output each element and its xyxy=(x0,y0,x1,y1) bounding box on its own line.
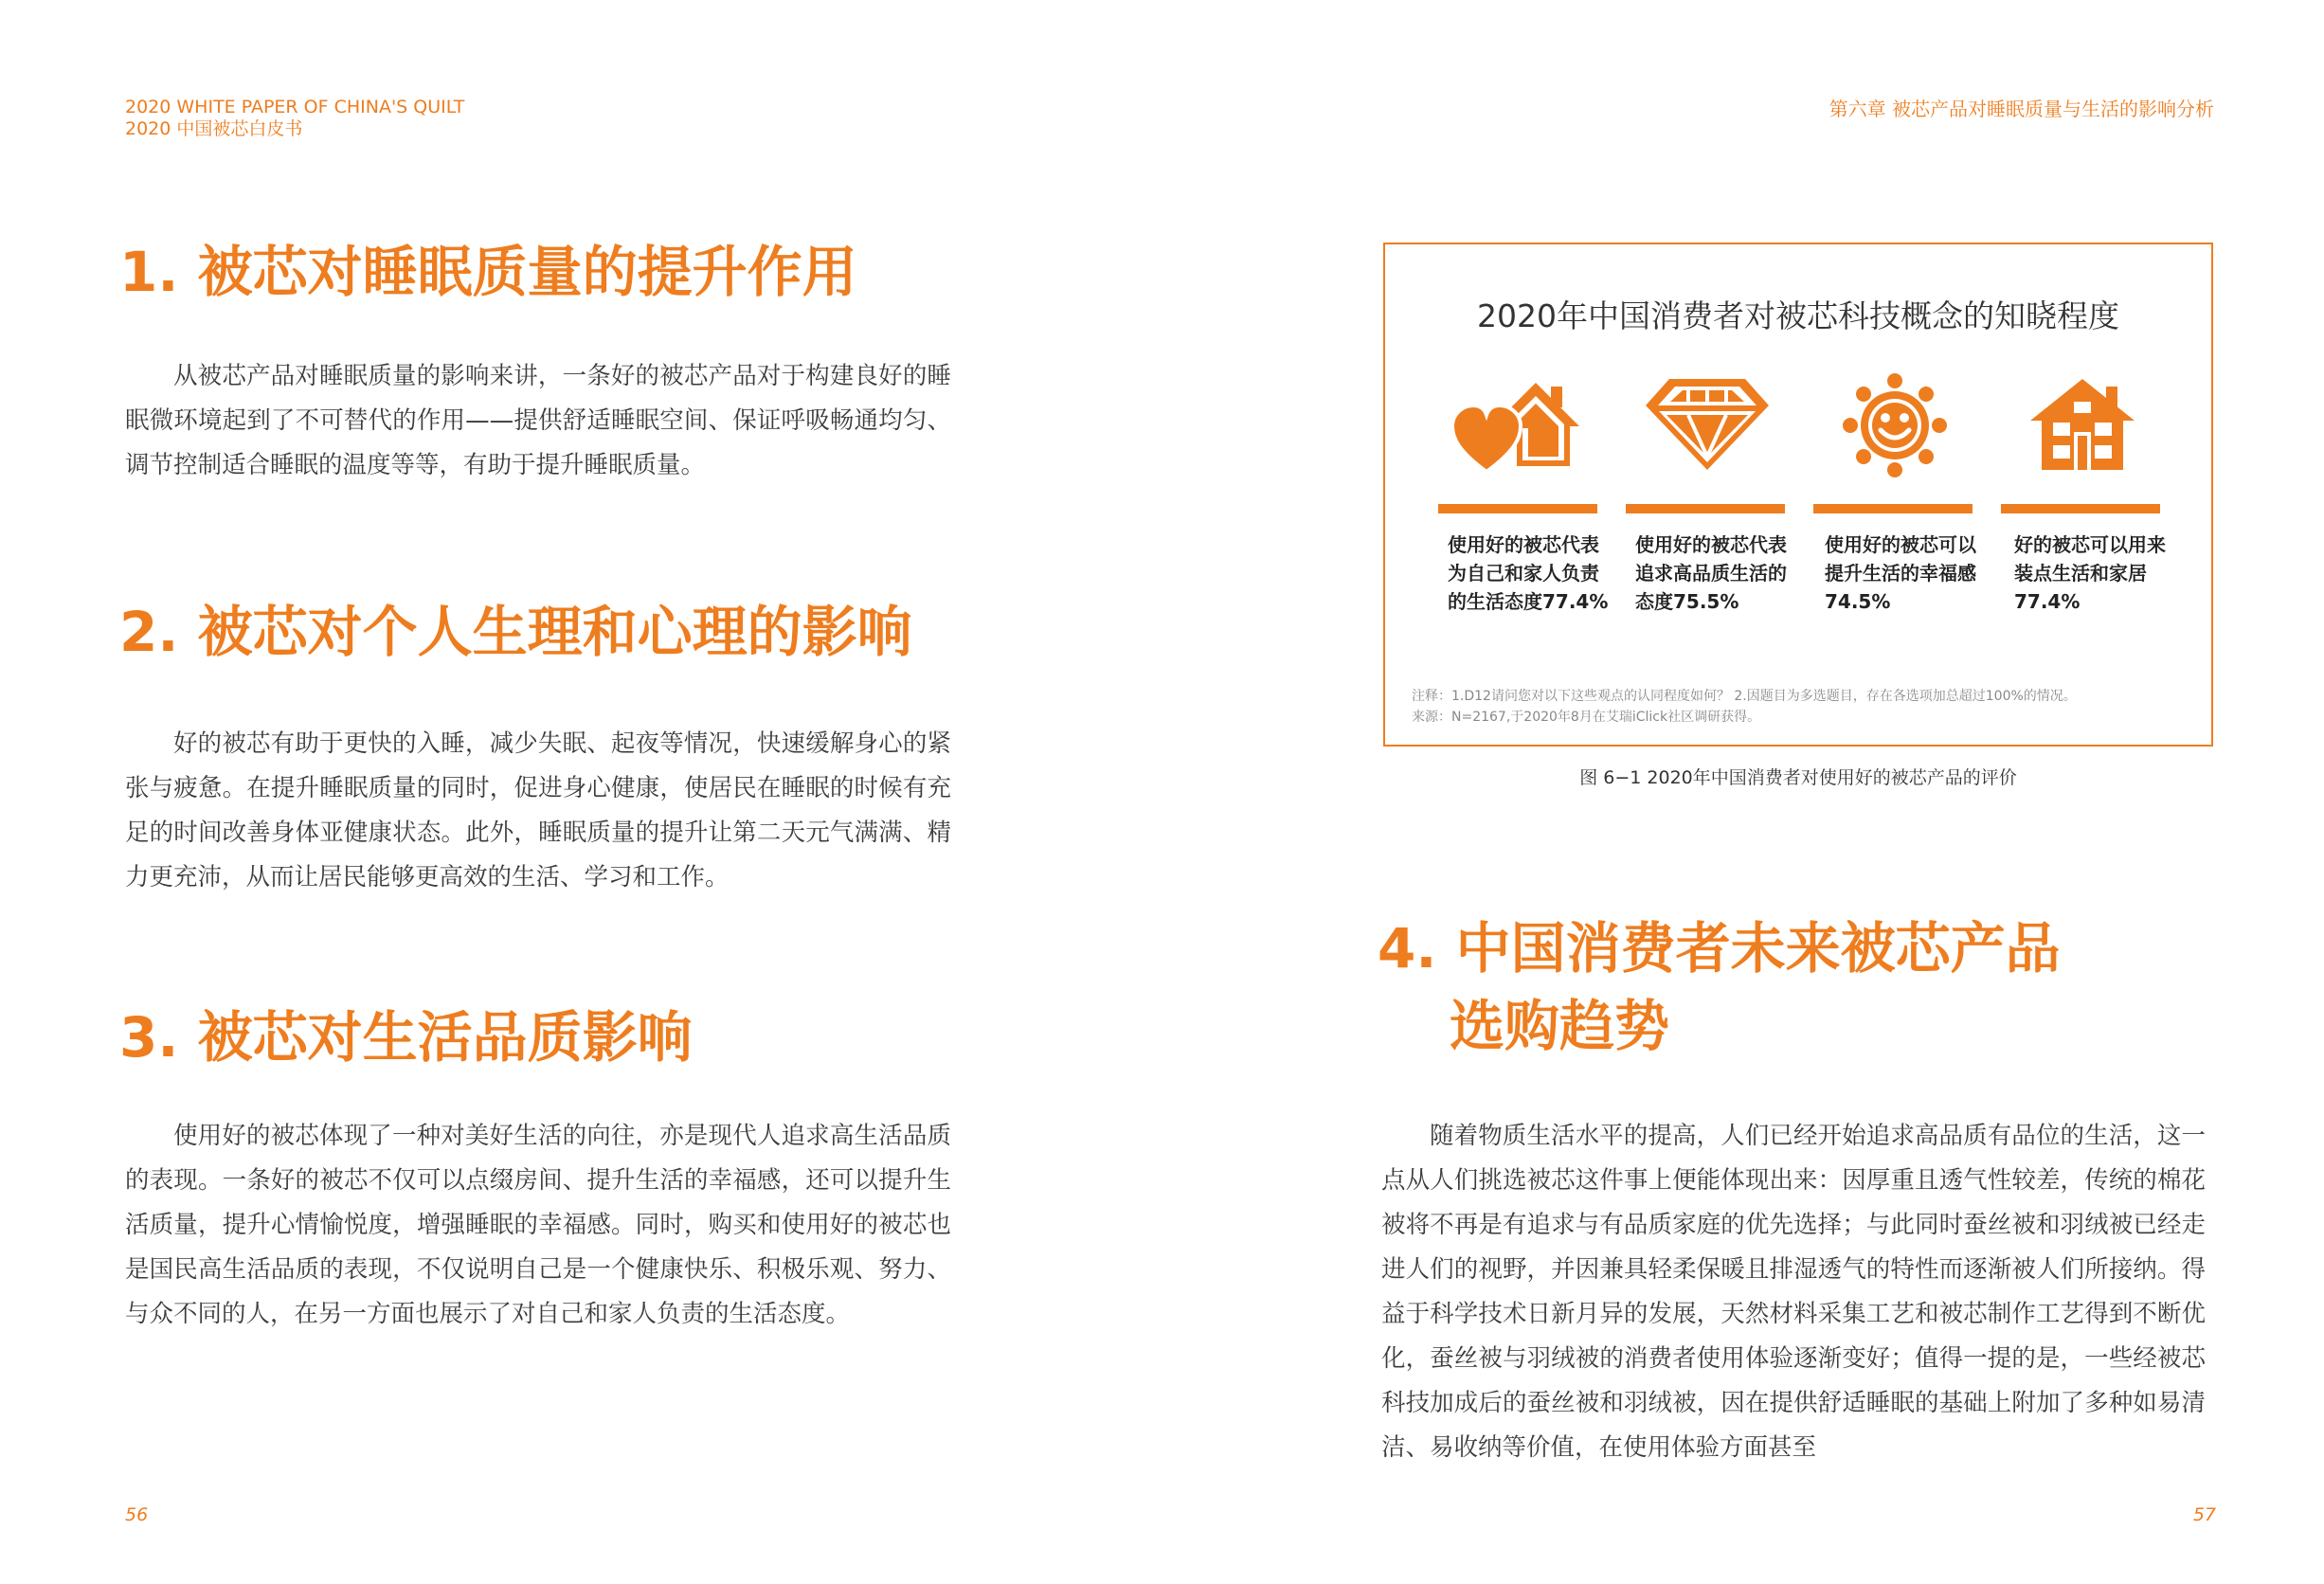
header-chinese-title: 2020 中国被芯白皮书 xyxy=(125,118,303,139)
section-4-paragraph: 随着物质生活水平的提高，人们已经开始追求高品质有品位的生活，这一点从人们挑选被芯这件事上便能体现出来：因厚重且透气性较差，传统的棉花被将不再是有追求与有品质家庭的优先选择；与此同时蚕丝被和羽绒被已经走进人们的视野，并因兼具轻柔保暖且排湿透气的特性而逐渐被人们所接纳。得益于科学技术日新月异的发展，天然材料采集工艺和被芯制作工艺得到不断优化，蚕丝被与羽绒被的消费者使用体验逐渐变好；值得一提的是，一些经被芯科技加成后的蚕丝被和羽绒被，因在提供舒适睡眠的基础上附加了多种如易清洁、易收纳等价值，在使用体验方面甚至 xyxy=(1381,1122,2206,1462)
smiling-sun-icon xyxy=(1824,373,1966,477)
figure-item-1-text: 使用好的被芯代表为自己和家人负责的生活态度77.4% xyxy=(1448,533,1609,613)
section-3 xyxy=(119,999,953,1076)
figure-item-3-bar xyxy=(1813,504,1973,513)
section-3-body xyxy=(125,1114,951,1337)
section-2-body xyxy=(125,722,951,900)
figure-item-3-text: 使用好的被芯可以提升生活的幸福感74.5% xyxy=(1825,533,1976,613)
figure-item-2-icon-wrap xyxy=(1628,373,1787,506)
section-1-title: 1. 被芯对睡眠质量的提升作用 xyxy=(119,240,857,304)
figure-item-1-icon-wrap xyxy=(1440,373,1599,506)
running-header-right: 第六章 被芯产品对睡眠质量与生活的影响分析 xyxy=(1829,98,2214,120)
figure-item-2-bar xyxy=(1626,504,1785,513)
figure-item-2-text: 使用好的被芯代表追求高品质生活的态度75.5% xyxy=(1635,533,1787,613)
figure-note xyxy=(1412,686,2198,728)
figure-panel xyxy=(1383,243,2213,747)
section-3-title: 3. 被芯对生活品质影响 xyxy=(119,1005,693,1070)
section-2 xyxy=(119,593,953,671)
header-english-title: 2020 WHITE PAPER OF CHINA'S QUILT xyxy=(125,97,465,117)
section-4 xyxy=(1378,909,2230,1065)
page-number-left: 56 xyxy=(125,1504,149,1525)
section-4-title-line-1: 4. 中国消费者未来被芯产品 xyxy=(1378,916,2061,981)
section-2-paragraph: 好的被芯有助于更快的入睡，减少失眠、起夜等情况，快速缓解身心的紧张与疲惫。在提升睡眠质量的同时，促进身心健康，使居民在睡眠的时候有充足的时间改善身体亚健康状态。此外，睡眠质量的提升让第二天元气满满、精力更充沛，从而让居民能够更高效的生活、学习和工作。 xyxy=(125,729,951,891)
house-icon xyxy=(2011,373,2153,474)
figure-note-line-1: 注释：1.D12请问您对以下这些观点的认同程度如何？ 2.因题目为多选题目，存在各选项加总超过100%的情况。 xyxy=(1412,689,2077,704)
section-1-body xyxy=(125,354,951,488)
section-4-title-line-2: 选购趋势 xyxy=(1450,994,1670,1058)
section-4-body xyxy=(1381,1114,2206,1470)
figure-title: 2020年中国消费者对被芯科技概念的知晓程度 xyxy=(1477,297,2119,334)
section-3-paragraph: 使用好的被芯体现了一种对美好生活的向往，亦是现代人追求高生活品质的表现。一条好的被芯不仅可以点缀房间、提升生活的幸福感，还可以提升生活质量，提升心情愉悦度，增强睡眠的幸福感。同时，购买和使用好的被芯也是国民高生活品质的表现，不仅说明自己是一个健康快乐、积极乐观、努力、与众不同的人，在另一方面也展示了对自己和家人负责的生活态度。 xyxy=(125,1122,951,1328)
figure-item-4-text: 好的被芯可以用来装点生活和家居77.4% xyxy=(2014,533,2166,613)
section-1-paragraph: 从被芯产品对睡眠质量的影响来讲，一条好的被芯产品对于构建良好的睡眠微环境起到了不可替代的作用——提供舒适睡眠空间、保证呼吸畅通均匀、调节控制适合睡眠的温度等等，有助于提升睡眠质量。 xyxy=(125,362,951,479)
figure-item-3-icon-wrap xyxy=(1815,373,1974,506)
section-2-title: 2. 被芯对个人生理和心理的影响 xyxy=(119,600,912,664)
figure-item-4-bar xyxy=(2001,504,2160,513)
heart-house-icon xyxy=(1449,373,1591,474)
section-1 xyxy=(119,233,953,311)
diamond-icon xyxy=(1636,373,1778,474)
figure-item-1-bar xyxy=(1438,504,1597,513)
figure-source-line: 来源：N=2167,于2020年8月在艾瑞iClick社区调研获得。 xyxy=(1412,710,1761,725)
page-number-right: 57 xyxy=(2192,1504,2216,1525)
figure-caption: 图 6−1 2020年中国消费者对使用好的被芯产品的评价 xyxy=(1579,767,2017,788)
running-header-left xyxy=(125,97,464,140)
figure-item-4-icon-wrap xyxy=(2003,373,2162,506)
